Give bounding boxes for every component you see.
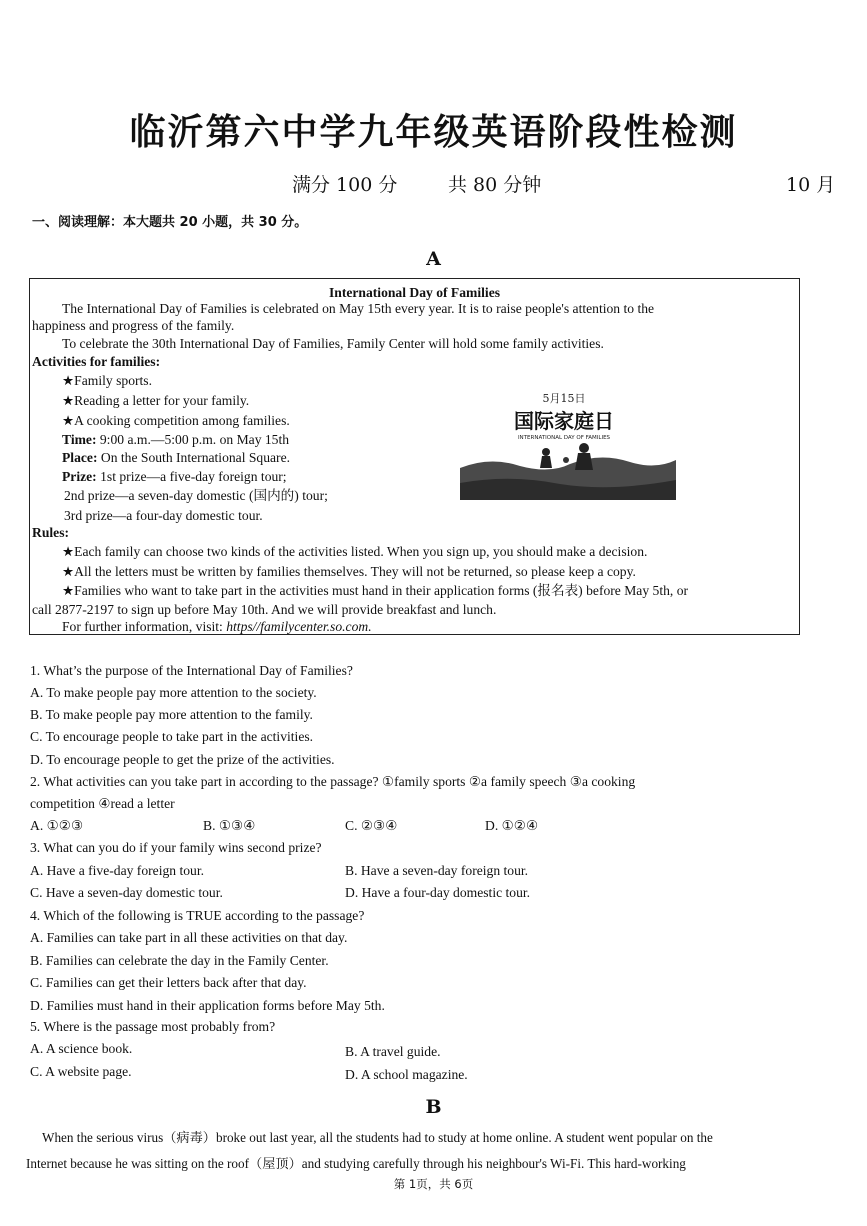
activity-reading-letter: ★Reading a letter for your family. <box>62 393 250 408</box>
further-info-url: https//familycenter.so.com. <box>226 619 372 634</box>
question-1-option-d: D. To encourage people to get the prize of the activities. <box>30 752 335 767</box>
question-3-option-d: D. Have a four-day domestic tour. <box>345 885 531 900</box>
page-footer: 第 1页，共 6页 <box>393 1177 474 1191</box>
rules-label: Rules: <box>32 525 70 540</box>
poster-date: 5月15日 <box>542 392 586 405</box>
poster-small-child <box>563 457 569 463</box>
question-5-option-d: D. A school magazine. <box>345 1067 468 1082</box>
question-5-option-c: C. A website page. <box>30 1064 132 1079</box>
question-5-option-b: B. A travel guide. <box>345 1044 441 1059</box>
question-1-option-a: A. To make people pay more attention to the society. <box>30 685 317 700</box>
question-1-option-b: B. To make people pay more attention to the family. <box>30 707 313 722</box>
notice-prize3: 3rd prize—a four-day domestic tour. <box>64 508 263 523</box>
question-5: 5. Where is the passage most probably from? <box>30 1019 276 1034</box>
section-heading: 一、阅读理解：本大题共 20 小题，共 30 分。 <box>32 215 308 230</box>
time-label: Time: <box>62 432 97 447</box>
question-2-line1: 2. What activities can you take part in according to the passage? ①family sports ②a family speech ③a cooking <box>30 774 636 789</box>
question-4-option-d: D. Families must hand in their application forms before May 5th. <box>30 998 385 1013</box>
question-3-option-b: B. Have a seven-day foreign tour. <box>345 863 529 878</box>
passage-b-line1: When the serious virus（病毒）broke out last year, all the students had to study at home online. A student went popular on the <box>42 1130 713 1145</box>
passage-b-letter: B <box>425 1096 442 1118</box>
activities-label: Activities for families: <box>32 354 161 369</box>
poster-parent-head <box>579 443 589 453</box>
question-4-option-c: C. Families can get their letters back after that day. <box>30 975 307 990</box>
question-3-option-a: A. Have a five-day foreign tour. <box>30 863 205 878</box>
rule-2: ★All the letters must be written by families themselves. They will not be returned, so please keep a copy. <box>62 564 636 579</box>
passage-b-line2: Internet because he was sitting on the roof（屋顶）and studying carefully through his neighbour's Wi-Fi. This hard-working <box>26 1156 686 1171</box>
full-score: 满分 100 分 <box>292 174 398 196</box>
prize1-value: 1st prize—a five-day foreign tour; <box>96 469 287 484</box>
time-value: 9:00 a.m.—5:00 p.m. on May 15th <box>96 432 290 447</box>
further-info-text: For further information, visit: <box>62 619 227 634</box>
notice-place <box>62 449 290 466</box>
exam-month: 10 月 <box>786 174 836 196</box>
rule-1: ★Each family can choose two kinds of the activities listed. When you sign up, you should make a decision. <box>62 544 648 559</box>
question-3-option-c: C. Have a seven-day domestic tour. <box>30 885 223 900</box>
question-2-line2: competition ④read a letter <box>30 796 175 811</box>
question-4-option-a: A. Families can take part in all these activities on that day. <box>30 930 348 945</box>
notice-para2: To celebrate the 30th International Day of Families, Family Center will hold some family activities. <box>62 336 604 351</box>
further-info <box>62 618 372 635</box>
place-value: On the South International Square. <box>97 450 291 465</box>
poster-title: 国际家庭日 <box>514 409 614 433</box>
prize-label: Prize: <box>62 469 97 484</box>
exam-duration: 共 80 分钟 <box>448 174 542 196</box>
family-day-poster-image <box>460 388 676 500</box>
question-1-option-c: C. To encourage people to take part in the activities. <box>30 729 314 744</box>
question-4-option-b: B. Families can celebrate the day in the Family Center. <box>30 953 329 968</box>
question-3: 3. What can you do if your family wins second prize? <box>30 840 322 855</box>
passage-a-letter: A <box>426 248 441 270</box>
question-2-option-c: C. ②③④ <box>345 818 398 833</box>
notice-para1-line1: The International Day of Families is celebrated on May 15th every year. It is to raise people's attention to the <box>62 301 655 316</box>
notice-para1-line2: happiness and progress of the family. <box>32 318 235 333</box>
rule-3-line1: ★Families who want to take part in the activities must hand in their application forms (报名表) before May 5th, or <box>62 583 689 598</box>
question-5-option-a: A. A science book. <box>30 1041 133 1056</box>
page-title: 临沂第六中学九年级英语阶段性检测 <box>129 111 738 153</box>
notice-prize2: 2nd prize—a seven-day domestic (国内的) tour; <box>64 488 328 503</box>
question-2-option-d: D. ①②④ <box>485 818 539 833</box>
question-4: 4. Which of the following is TRUE according to the passage? <box>30 908 365 923</box>
activity-family-sports: ★Family sports. <box>62 373 152 388</box>
question-2-option-a: A. ①②③ <box>30 818 84 833</box>
poster-child-body <box>540 456 552 468</box>
question-1: 1. What’s the purpose of the International Day of Families? <box>30 663 353 678</box>
activity-cooking: ★A cooking competition among families. <box>62 413 290 428</box>
poster-parent-body <box>575 453 593 470</box>
place-label: Place: <box>62 450 98 465</box>
rule-3-line2: call 2877-2197 to sign up before May 10th. And we will provide breakfast and lunch. <box>32 602 497 617</box>
notice-time <box>62 431 289 448</box>
poster-child-head <box>542 448 550 456</box>
question-2-option-b: B. ①③④ <box>203 818 256 833</box>
poster-subtitle: INTERNATIONAL DAY OF FAMILIES <box>517 435 611 441</box>
notice-title: International Day of Families <box>328 285 501 300</box>
notice-prize1 <box>62 468 287 485</box>
